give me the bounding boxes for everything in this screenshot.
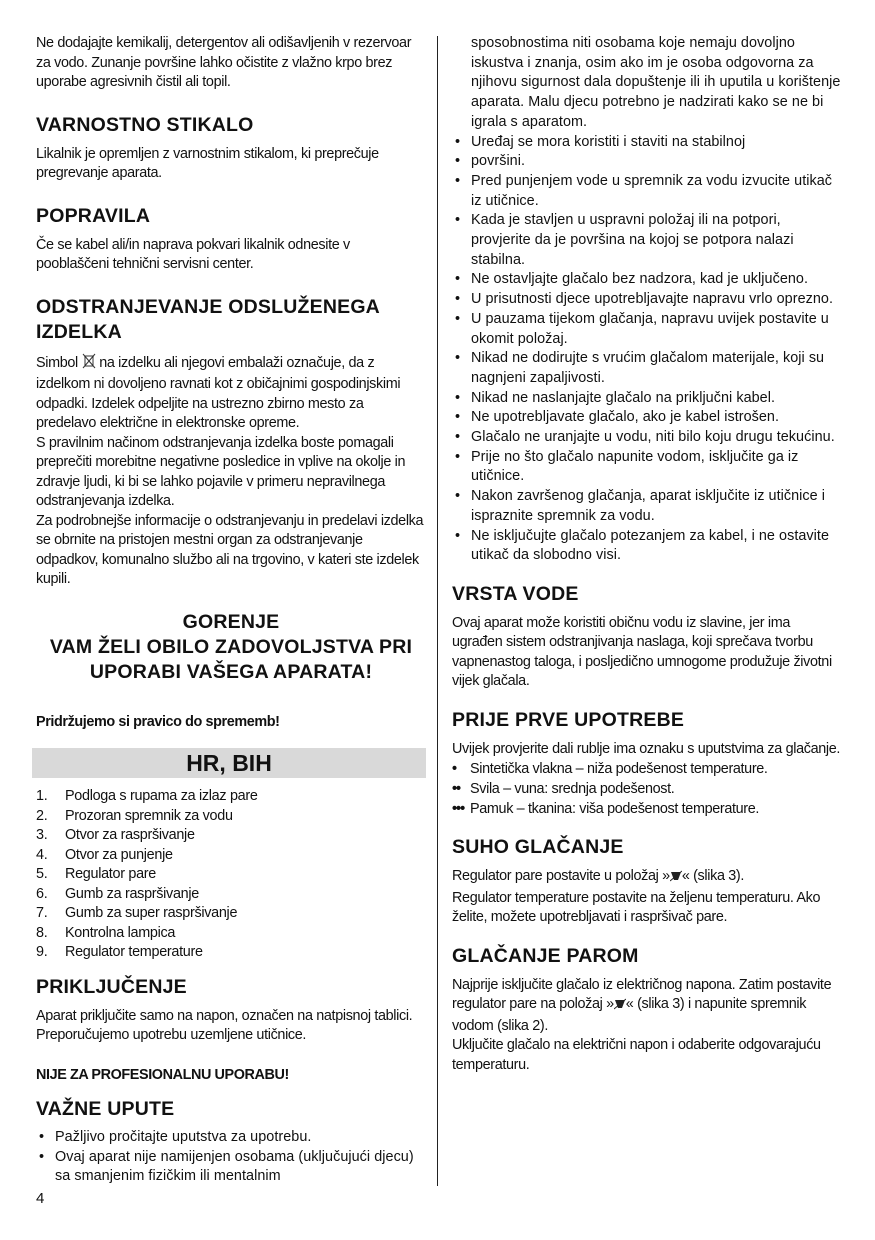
- list-item: 3. Otvor za raspršivanje: [36, 827, 195, 843]
- crossed-bin-icon: [82, 353, 96, 376]
- list-item: • Ovaj aparat nije namijenjen osobama (uključujući djecu) sa smanjenim fizičkim ili mentalnim: [36, 1148, 426, 1187]
- list-item: • Prije no što glačalo napunite vodom, isključite ga iz utičnice.: [452, 448, 842, 487]
- parts-list: [36, 787, 426, 963]
- gorenje-line-1: GORENJE: [182, 610, 280, 633]
- nije-note: NIJE ZA PROFESIONALNU UPORABU!: [36, 1066, 289, 1083]
- heading-odstranjevanje: ODSTRANJEVANJE ODSLUŽENEGA IZDELKA: [36, 295, 380, 343]
- left-column: [36, 34, 426, 1187]
- steam-off-icon: [670, 869, 682, 889]
- list-item: • Nakon završenog glačanja, aparat isključite iz utičnice i ispraznite spremnik za vodu.: [452, 487, 842, 526]
- gorenje-line-2: VAM ŽELI OBILO ZADOVOLJSTVA PRI: [49, 635, 413, 658]
- list-item: 6. Gumb za raspršivanje: [36, 885, 199, 902]
- heading-vrsta-vode: VRSTA VODE: [452, 582, 579, 605]
- steam-icon: [614, 997, 626, 1017]
- list-item: • Pažljivo pročitajte uputstva za upotrebu.: [36, 1128, 426, 1148]
- list-item: 8. Kontrolna lampica: [36, 924, 176, 941]
- popravila-text: Če se kabel ali/in naprava pokvari likalnik odnesite v pooblaščeni tehnični servisni center.: [36, 236, 350, 272]
- list-item: 7. Gumb za super raspršivanje: [36, 905, 238, 921]
- list-item: 2. Prozoran spremnik za vodu: [36, 807, 233, 824]
- simbol-label: Simbol: [36, 354, 78, 371]
- pridrzujemo-note: Pridržujemo si pravico do sprememb!: [36, 713, 280, 730]
- heading-glacanje-parom: GLAČANJE PAROM: [452, 944, 639, 967]
- suho-line-1: Regulator pare postavite u položaj » « (slika 3).: [452, 867, 842, 889]
- heading-popravila: POPRAVILA: [36, 204, 151, 227]
- prije-text: Uvijek provjerite dali rublje ima oznaku s uputstvima za glačanje.: [452, 740, 841, 757]
- list-item: • U prisutnosti djece upotrebljavajte napravu vrlo oprezno.: [452, 290, 842, 310]
- page-number: 4: [36, 1190, 45, 1207]
- list-item: • Nikad ne naslanjajte glačalo na priključni kabel.: [452, 389, 842, 409]
- list-item: 9. Regulator temperature: [36, 944, 203, 960]
- right-column: [452, 34, 842, 1075]
- list-item: ••• Pamuk – tkanina: viša podešenost temperature.: [452, 801, 760, 818]
- parom-line-2: Uključite glačalo na električni napon i odaberite odgovarajuću temperaturu.: [452, 1037, 821, 1073]
- odstranjevanje-paragraph-1: [36, 353, 426, 434]
- parom-line-1: Najprije isključite glačalo iz električnog napona. Zatim postavite regulator pare na položaj » « (slika 3) i napunite spremnik vodom (slika 2).: [452, 976, 832, 1034]
- column-divider: [437, 36, 438, 1186]
- gorenje-line-3: UPORABI VAŠEGA APARATA!: [89, 660, 373, 683]
- gorenje-message: [36, 610, 426, 685]
- list-item: •• Svila – vuna: srednja podešenost.: [452, 781, 675, 798]
- list-item: • površini.: [452, 152, 842, 172]
- list-item: 5. Regulator pare: [36, 866, 156, 882]
- heading-suho-glacanje: SUHO GLAČANJE: [452, 836, 624, 859]
- safety-list: [452, 133, 842, 566]
- prikljucenje-text: Aparat priključite samo na napon, označen na natpisnoj tablici. Preporučujemo upotrebu uzemljene utičnice.: [36, 1007, 413, 1043]
- continued-text: sposobnostima niti osobama koje nemaju dovoljno iskustva i znanja, osim ako im je osoba odgovorna za njihovu sigurnost dala dopuštenje ili ih uputila u korištenje aparata. Malu djecu potrebno je nadzirati kako se ne bi igrala s aparatom.: [471, 35, 841, 130]
- varnostno-text: Likalnik je opremljen z varnostnim stikalom, ki preprečuje pregrevanje aparata.: [36, 145, 379, 181]
- simbol-rest: na izdelku ali njegovi embalaži označuje, da z izdelkom ni dovoljeno ravnati kot z običajnimi gospodinjskimi odpadki. Izdelek odpeljite na ustrezno zbirno mesto za predelavo električne in elektronske opreme.: [36, 354, 401, 431]
- list-item: • Kada je stavljen u uspravni položaj ili na potpori, provjerite da je površina na kojoj se potpora nalazi stabilna.: [452, 211, 842, 270]
- list-item: 4. Otvor za punjenje: [36, 846, 173, 863]
- list-item: • Ne ostavljajte glačalo bez nadzora, kad je uključeno.: [452, 270, 842, 290]
- heading-prije-prve-upotrebe: PRIJE PRVE UPOTREBE: [452, 708, 685, 731]
- vrsta-text: Ovaj aparat može koristiti običnu vodu iz slavine, jer ima ugrađen sistem odstranjivanja naslaga, koji sprečava tvorbu vapnenastog taloga, i posljedično umnogome produžuje životni vijek glačala.: [452, 614, 832, 690]
- list-item: • Ne upotrebljavate glačalo, ako je kabel istrošen.: [452, 408, 842, 428]
- heading-vazne-upute: VAŽNE UPUTE: [36, 1098, 175, 1120]
- list-item: • Sintetička vlakna – niža podešenost temperature.: [452, 761, 768, 778]
- odstranjevanje-paragraph-2: S pravilnim načinom odstranjevanja izdelka boste pomagali preprečiti morebitne negativne posledice in vplive na okolje in zdravje ljudi, ki bi se lahko pojavile v primeru nepravilnega odstranjevanja izdelka.: [36, 434, 406, 509]
- language-band: HR, BIH: [32, 748, 426, 778]
- temperature-list: [452, 759, 842, 819]
- list-item: • Glačalo ne uranjajte u vodu, niti bilo koju drugu tekućinu.: [452, 428, 842, 448]
- heading-prikljucenje: PRIKLJUČENJE: [36, 975, 187, 998]
- heading-varnostno-stikalo: VARNOSTNO STIKALO: [36, 113, 254, 136]
- list-item: • Uređaj se mora koristiti i staviti na stabilnoj: [452, 133, 842, 153]
- odstranjevanje-paragraph-3: Za podrobnejše informacije o odstranjevanju in predelavi izdelka se obrnite na pristojen mestni organ za odstranjevanje odpadkov, komunalno službo ali na trgovino, v kateri ste izdelek kupili.: [36, 512, 424, 587]
- vazne-list: [36, 1128, 426, 1187]
- list-item: • Pred punjenjem vode u spremnik za vodu izvucite utikač iz utičnice.: [452, 172, 842, 211]
- list-item: • Nikad ne dodirujte s vrućim glačalom materijale, koji su nagnjeni zapaljivosti.: [452, 349, 842, 388]
- list-item: • Ne isključujte glačalo potezanjem za kabel, i ne ostavite utikač da slobodno visi.: [452, 527, 842, 566]
- suho-line-2: Regulator temperature postavite na željenu temperaturu. Ako želite, možete upotrebljavati i raspršivač pare.: [452, 889, 821, 926]
- intro-paragraph: Ne dodajajte kemikalij, detergentov ali odišavljenih v rezervoar za vodo. Zunanje površine lahko očistite z vlažno krpo brez uporabe agresivnih čistil ali topil.: [36, 35, 412, 90]
- list-item: 1. Podloga s rupama za izlaz pare: [36, 788, 258, 804]
- list-item: • U pauzama tijekom glačanja, napravu uvijek postavite u okomit položaj.: [452, 310, 842, 349]
